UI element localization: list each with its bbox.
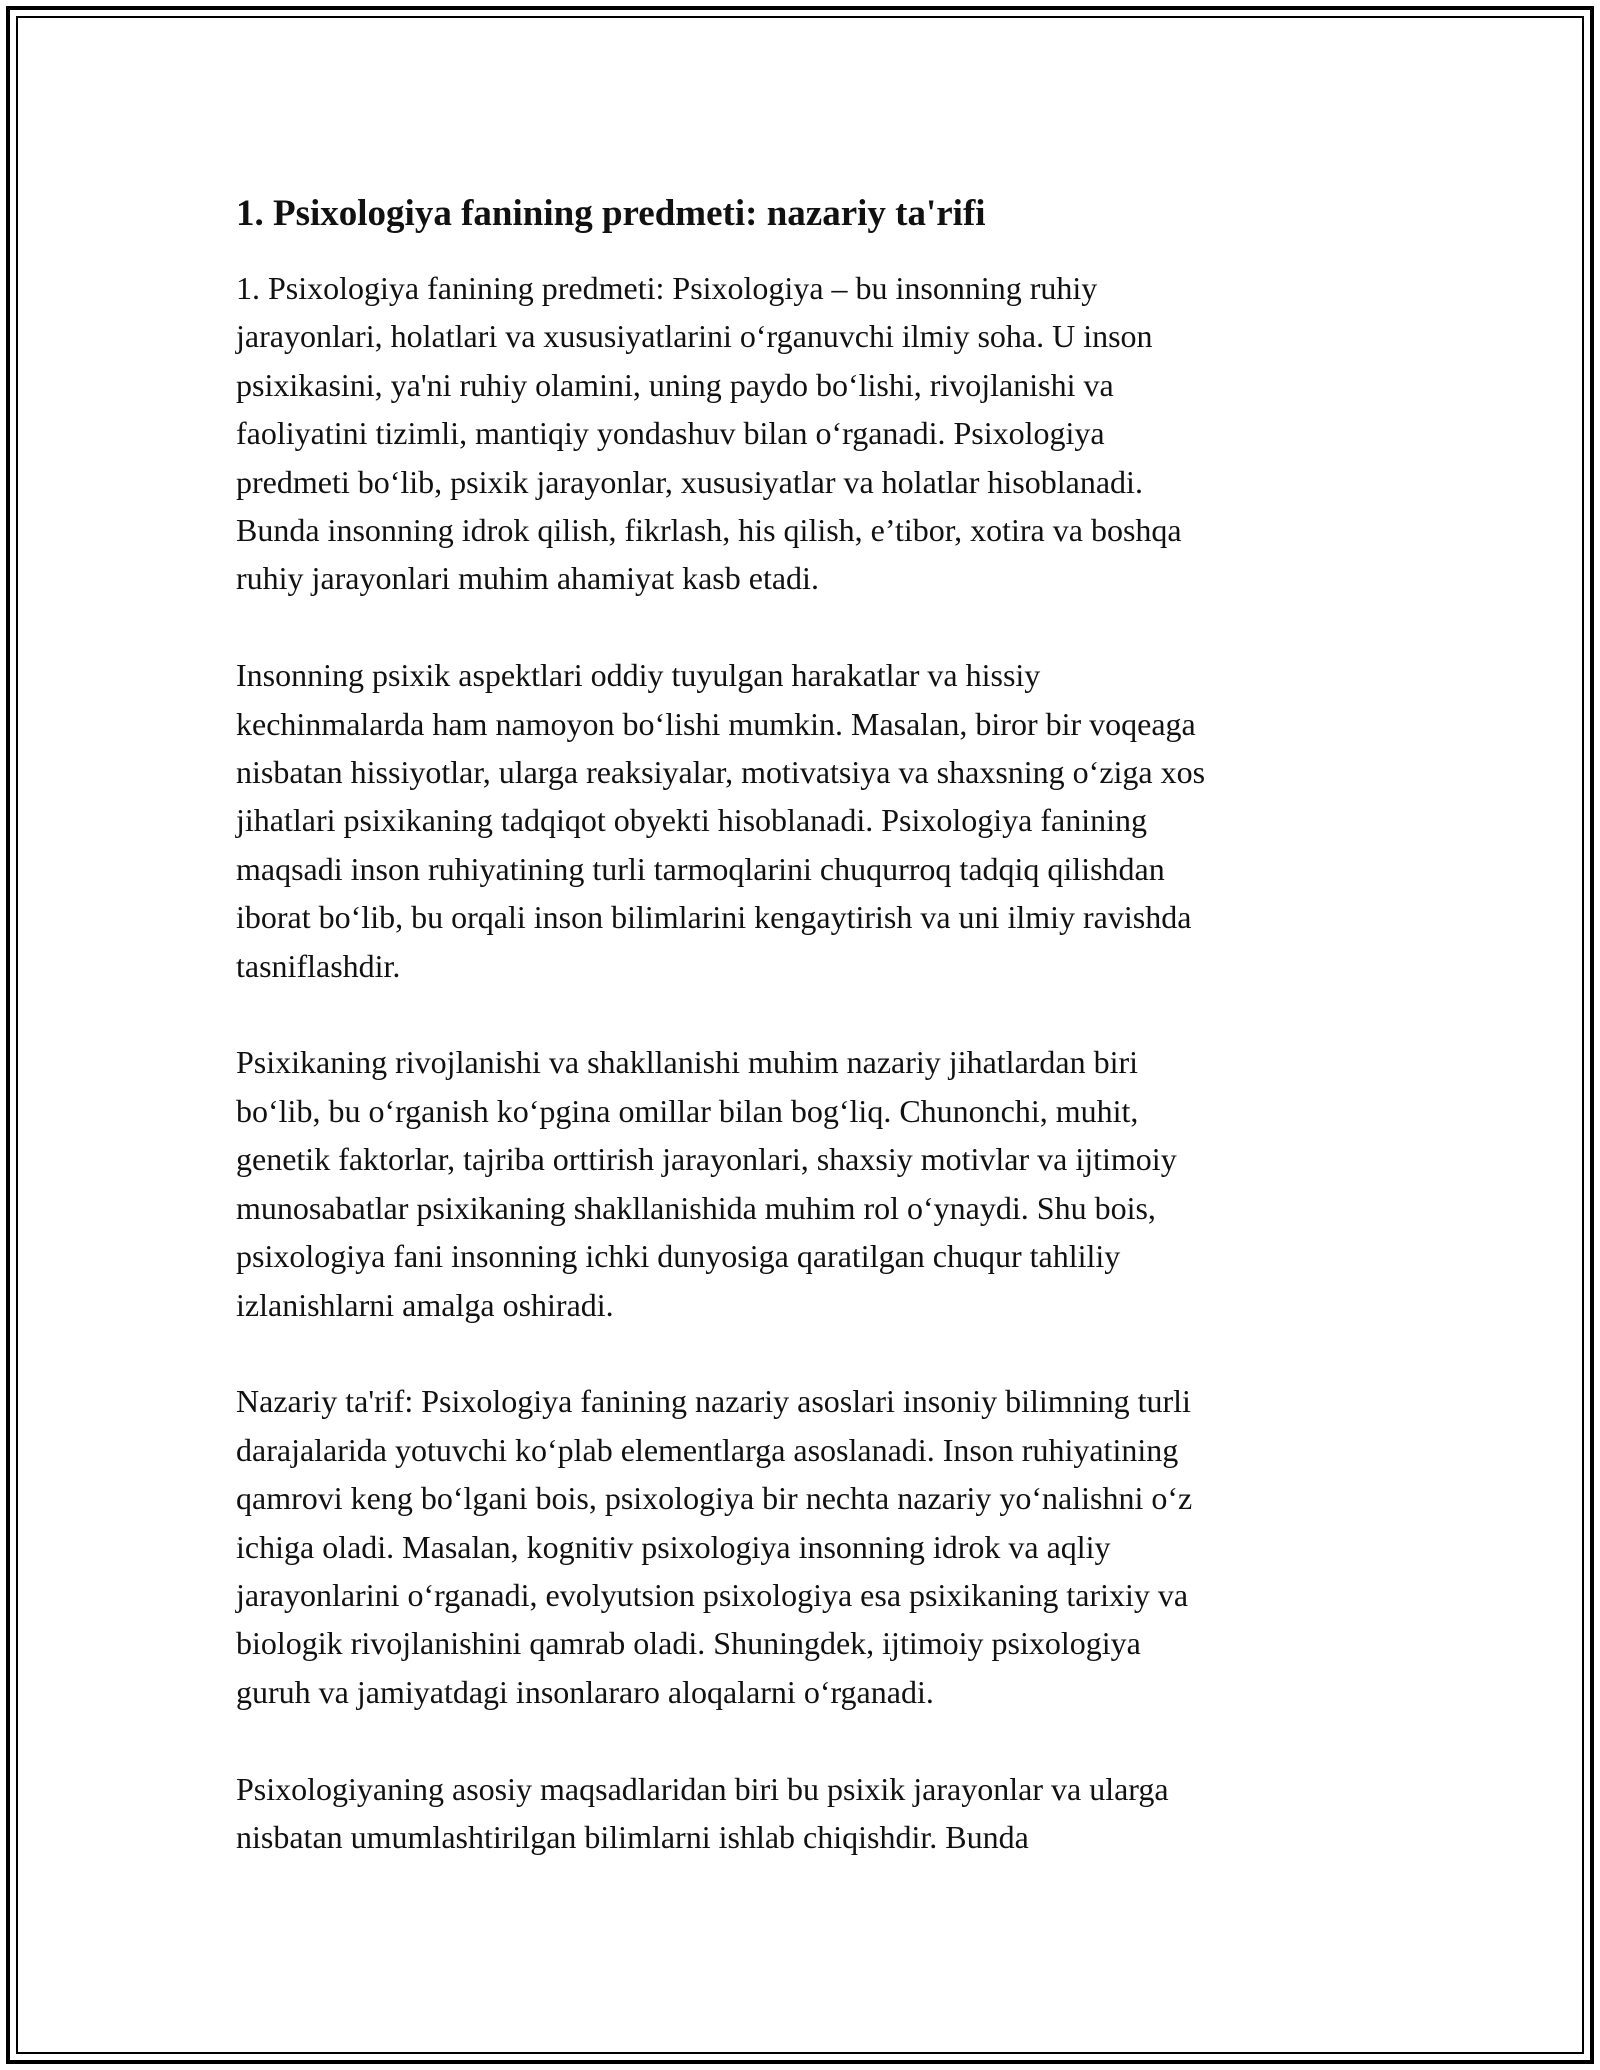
paragraph-4 [236, 1377, 1356, 1716]
paragraph-line: Nazariy ta'rif: Psixologiya fanining nazariy asoslari insoniy bilimning turli [236, 1383, 1191, 1420]
paragraph-line: tasniflashdir. [236, 947, 401, 984]
paragraph-line: Psixologiyaning asosiy maqsadlaridan biri bu psixik jarayonlar va ularga [236, 1770, 1169, 1807]
paragraph-line: nisbatan hissiyotlar, ularga reaksiyalar, motivatsiya va shaxsning o‘ziga xos [236, 754, 1206, 791]
paragraph-line: kechinmalarda ham namoyon bo‘lishi mumkin. Masalan, biror bir voqeaga [236, 705, 1196, 742]
paragraph-line: psixologiya fani insonning ichki dunyosiga qaratilgan chuqur tahliliy [236, 1238, 1121, 1275]
paragraph-line: jihatlari psixikaning tadqiqot obyekti hisoblanadi. Psixologiya fanining [236, 802, 1147, 839]
paragraph-line: faoliyatini tizimli, mantiqiy yondashuv bilan o‘rganadi. Psixologiya [236, 415, 1105, 452]
paragraph-line: 1. Psixologiya fanining predmeti: Psixologiya – bu insonning ruhiy [236, 270, 1098, 306]
document-title: 1. Psixologiya fanining predmeti: nazariy ta'rifi [236, 193, 986, 234]
paragraph-line: ruhiy jarayonlari muhim ahamiyat kasb etadi. [236, 560, 819, 597]
paragraph-line: Bunda insonning idrok qilish, fikrlash, his qilish, e’tibor, xotira va boshqa [236, 512, 1182, 549]
paragraph-1 [236, 264, 1356, 603]
paragraph-3 [236, 1038, 1356, 1328]
paragraph-line: qamrovi keng bo‘lgani bois, psixologiya bir nechta nazariy yo‘nalishni o‘z [236, 1480, 1193, 1517]
paragraph-line: nisbatan umumlashtirilgan bilimlarni ishlab chiqishdir. Bunda [236, 1818, 1029, 1855]
paragraph-line: izlanishlarni amalga oshiradi. [236, 1286, 614, 1323]
paragraph-line: jarayonlarini o‘rganadi, evolyutsion psixologiya esa psixikaning tarixiy va [236, 1576, 1189, 1613]
paragraph-line: biologik rivojlanishini qamrab oladi. Shuningdek, ijtimoiy psixologiya [236, 1625, 1141, 1662]
paragraph-5 [236, 1765, 1356, 1862]
paragraph-2 [236, 651, 1356, 990]
paragraph-line: munosabatlar psixikaning shakllanishida muhim rol o‘ynaydi. Shu bois, [236, 1189, 1156, 1226]
document-content [236, 190, 1356, 1910]
paragraph-line: psixikasini, ya'ni ruhiy olamini, uning paydo bo‘lishi, rivojlanishi va [236, 366, 1114, 403]
paragraph-line: jarayonlari, holatlari va xususiyatlarini o‘rganuvchi ilmiy soha. U inson [236, 318, 1153, 355]
paragraph-line: maqsadi inson ruhiyatining turli tarmoqlarini chuqurroq tadqiq qilishdan [236, 850, 1165, 887]
paragraph-line: iborat bo‘lib, bu orqali inson bilimlarini kengaytirish va uni ilmiy ravishda [236, 899, 1192, 936]
paragraph-line: genetik faktorlar, tajriba orttirish jarayonlari, shaxsiy motivlar va ijtimoiy [236, 1141, 1177, 1178]
paragraph-line: predmeti bo‘lib, psixik jarayonlar, xususiyatlar va holatlar hisoblanadi. [236, 463, 1143, 500]
paragraph-line: bo‘lib, bu o‘rganish ko‘pgina omillar bilan bog‘liq. Chunonchi, muhit, [236, 1092, 1139, 1129]
paragraph-line: guruh va jamiyatdagi insonlararo aloqalarni o‘rganadi. [236, 1673, 934, 1710]
paragraph-line: ichiga oladi. Masalan, kognitiv psixologiya insonning idrok va aqliy [236, 1528, 1111, 1565]
paragraph-line: Psixikaning rivojlanishi va shakllanishi muhim nazariy jihatlardan biri [236, 1044, 1139, 1081]
paragraph-line: darajalarida yotuvchi ko‘plab elementlarga asoslanadi. Inson ruhiyatining [236, 1431, 1179, 1468]
paragraph-line: Insonning psixik aspektlari oddiy tuyulgan harakatlar va hissiy [236, 657, 1041, 694]
